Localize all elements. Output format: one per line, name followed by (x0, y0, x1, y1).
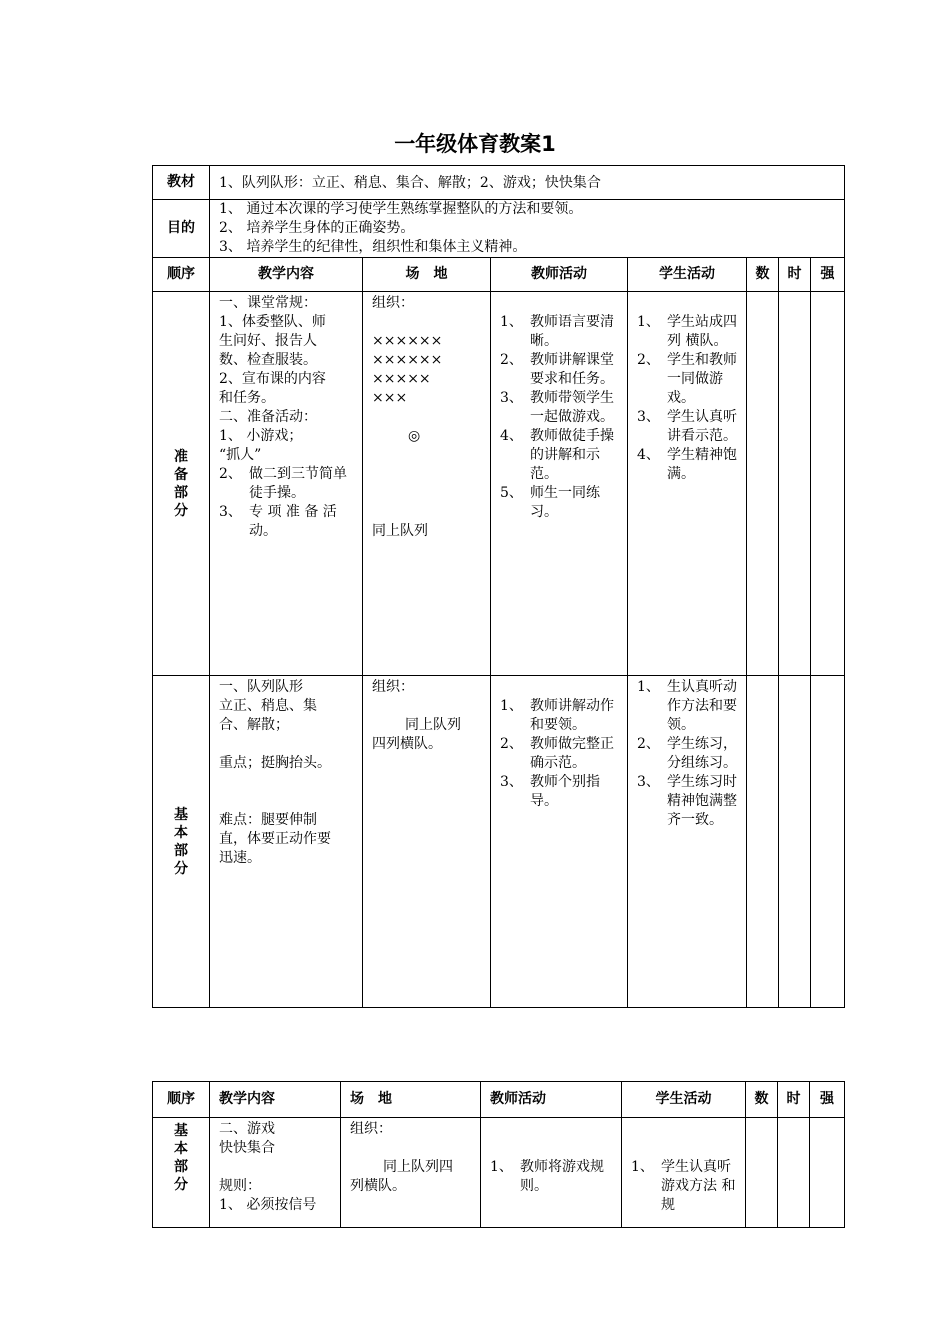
goal-item: 2、 培养学生身体的正确姿势。 (219, 220, 415, 236)
list-item: 2、 教师做完整正确示范。 (500, 736, 614, 771)
material-text: 1、队列队形：立正、稍息、集合、解散；2、游戏；快快集合 (210, 166, 845, 200)
difficulty: 难点：腿要伸制 (219, 812, 317, 828)
list-item: 3、 学生练习时精神饱满整齐一致。 (637, 774, 737, 828)
prep-time (779, 292, 811, 676)
lesson-plan-table-2 (152, 1081, 845, 1228)
list-item: 3、 学生认真听讲看示范。 (637, 409, 737, 444)
basic-count (747, 676, 779, 1008)
goal-list (210, 200, 845, 258)
header-count: 数 (747, 258, 779, 292)
header-teacher: 教师活动 (481, 1082, 622, 1118)
key-point: 重点；挺胸抬头。 (219, 755, 331, 771)
game-content: 二、游戏 快快集合 规则： 1、 必须按信号 (210, 1118, 341, 1228)
basic-content: 一、队列队形 立正、稍息、集 合、解散； 重点；挺胸抬头。 难点：腿要伸制 直，体要正动作要 迅速。 (210, 676, 363, 1008)
list-item: 4、 学生精神饱满。 (637, 447, 737, 482)
page-title: 一年级体育教案1 (394, 132, 556, 156)
basic-venue: 组织： 同上队列 四列横队。 (363, 676, 491, 1008)
prep-section-label: 准 备 部 分 (153, 292, 210, 676)
header-content: 教学内容 (210, 1082, 341, 1118)
header-student: 学生活动 (622, 1082, 746, 1118)
header-intensity: 强 (811, 258, 845, 292)
header-teacher: 教师活动 (491, 258, 628, 292)
game-venue: 组织： 同上队列四 列横队。 (341, 1118, 481, 1228)
basic-time (779, 676, 811, 1008)
list-item: 2、 学生练习，分组练习。 (637, 736, 737, 771)
lesson-plan-table-1 (152, 165, 845, 1008)
teacher-position-icon: ◎ (408, 428, 421, 444)
game-student-activity (622, 1118, 746, 1228)
game-count (746, 1118, 778, 1228)
prep-student-activity (628, 292, 747, 676)
list-item: 2、 做二到三节简单徒手操。 (219, 466, 347, 501)
list-item: 1、 学生站成四 列 横队。 (637, 314, 737, 349)
list-item: 5、 师生一同练习。 (500, 485, 600, 520)
header-venue: 场 地 (363, 258, 491, 292)
material-label: 教材 (153, 166, 210, 200)
list-item: 1、 教师将游戏规则。 (490, 1159, 604, 1194)
list-item: 3、 专 项 准 备 活动。 (219, 504, 337, 539)
prep-content: 一、课堂常规： 1、体委整队、师 生问好、报告人 数、检查服装。 2、宣布课的内容 和任务。 二、准备活动： 1、 小游戏； “抓人” 2、 做二到三节简单徒手操。 3、 专 项 准 备 活动。 (210, 292, 363, 676)
list-item: 4、 教师做徒手操的讲解和示范。 (500, 428, 614, 482)
basic-student-activity (628, 676, 747, 1008)
prep-intensity (811, 292, 845, 676)
list-item: 1、 教师语言要清晰。 (500, 314, 614, 349)
game-intensity (810, 1118, 845, 1228)
formation-row: ×××××× (372, 333, 443, 349)
list-item: 1、 教师讲解动作和要领。 (500, 698, 614, 733)
header-count: 数 (746, 1082, 778, 1118)
game-time (778, 1118, 810, 1228)
formation-row: ××× (372, 390, 408, 406)
game-teacher-activity (481, 1118, 622, 1228)
header-order: 顺序 (153, 1082, 210, 1118)
header-order: 顺序 (153, 258, 210, 292)
header-time: 时 (778, 1082, 810, 1118)
list-item: 3、 教师带领学生一起做游戏。 (500, 390, 614, 425)
basic-teacher-activity (491, 676, 628, 1008)
header-content: 教学内容 (210, 258, 363, 292)
formation-row: ××××× (372, 371, 431, 387)
goal-item: 1、 通过本次课的学习使学生熟练掌握整队的方法和要领。 (219, 201, 583, 217)
header-intensity: 强 (810, 1082, 845, 1118)
goal-label: 目的 (153, 200, 210, 258)
list-item: 1、 生认真听动作方法和要领。 (637, 679, 737, 733)
basic-intensity (811, 676, 845, 1008)
list-item: 2、 教师讲解课堂要求和任务。 (500, 352, 614, 387)
list-item: 1、 学生认真听游戏方法 和 规 (631, 1159, 736, 1213)
basic-section-label: 基 本 部 分 (153, 1118, 210, 1228)
list-item: 3、 教师个别指导。 (500, 774, 600, 809)
prep-count (747, 292, 779, 676)
header-student: 学生活动 (628, 258, 747, 292)
goal-item: 3、 培养学生的纪律性，组织性和集体主义精神。 (219, 239, 527, 255)
list-item: 2、 学生和教师一同做游戏。 (637, 352, 737, 406)
formation-row: ×××××× (372, 352, 443, 368)
prep-venue: 组织： ×××××× ×××××× ××××× ××× ◎ 同上队列 (363, 292, 491, 676)
basic-section-label: 基 本 部 分 (153, 676, 210, 1008)
prep-teacher-activity (491, 292, 628, 676)
header-time: 时 (779, 258, 811, 292)
header-venue: 场 地 (341, 1082, 481, 1118)
